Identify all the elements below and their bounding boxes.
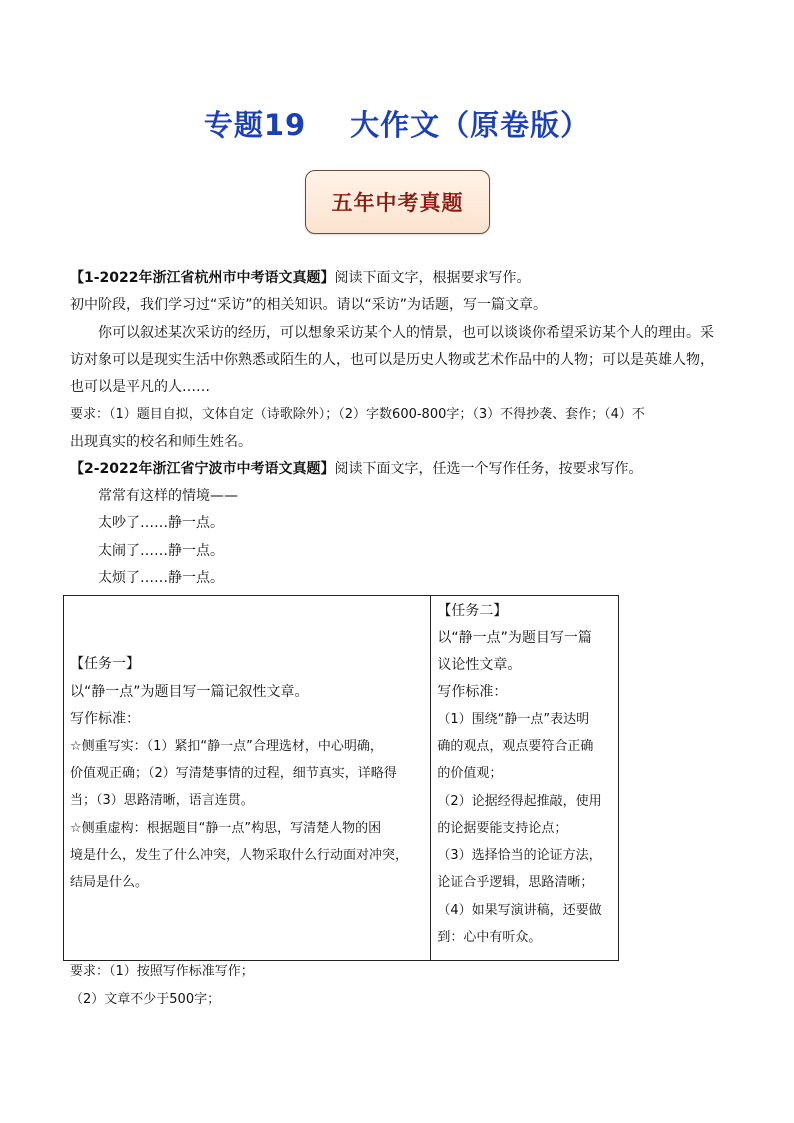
task-one-line-6: ☆侧重虚构：根据题目“静一点”构思，写清楚人物的困 [70, 821, 382, 836]
page-title [0, 103, 794, 144]
section-badge: 五年中考真题 [305, 170, 490, 234]
task-one-line-5: 当；（3）思路清晰，语言连贯。 [70, 793, 254, 808]
q1-requirements-line-1: 要求：（1）题目自拟，文体自定（诗歌除外）；（2）字数600-800字；（3）不得抄袭、套作；（4）不 [70, 407, 645, 422]
q1-paragraph-line-3: 也可以是平凡的人…… [70, 379, 210, 395]
q1-source: 【1-2022年浙江省杭州市中考语文真题】 [70, 270, 335, 286]
title-topic: 专题19 [203, 108, 307, 142]
q2-header [70, 460, 643, 478]
task-two-heading: 【任务二】 [437, 603, 508, 619]
task-one-line-8: 结局是什么。 [70, 875, 149, 890]
task-two-cell [431, 596, 619, 961]
q1-paragraph-line-1: 你可以叙述某次采访的经历，可以想象采访某个人的情景，也可以谈谈你希望采访某个人的理由。采 [98, 325, 714, 341]
task-one-line-3: ☆侧重写实：（1）紧扣“静一点”合理选材，中心明确， [70, 739, 383, 754]
title-subject: 大作文（原卷版） [350, 108, 591, 142]
task-one-cell [64, 596, 431, 961]
task-two-line-3: 写作标准： [437, 684, 508, 700]
q2-requirement-1: 要求：（1）按照写作标准写作； [70, 964, 254, 979]
task-one-line-4: 价值观正确；（2）写清楚事情的过程，细节真实，详略得 [70, 766, 397, 781]
task-two-line-1: 以“静一点”为题目写一篇 [437, 630, 592, 646]
task-two-line-6: 的价值观； [437, 766, 503, 781]
task-two-line-10: 论证合乎逻辑，思路清晰； [437, 875, 594, 890]
q2-intro: 常常有这样的情境—— [98, 488, 238, 504]
q1-requirements-line-2: 出现真实的校名和师生姓名。 [70, 434, 252, 450]
q1-paragraph-line-2: 访对象可以是现实生活中你熟悉或陌生的人，也可以是历史人物或艺术作品中的人物；可以是英雄人物， [70, 352, 714, 368]
task-two-line-8: 的论据要能支持论点； [437, 821, 568, 836]
q1-instruction: 阅读下面文字，根据要求写作。 [334, 270, 531, 286]
q2-scenario-2: 太闹了……静一点。 [98, 543, 224, 559]
task-two-line-12: 到：心中有听众。 [437, 930, 542, 945]
q1-header [70, 269, 531, 287]
q2-instruction: 阅读下面文字，任选一个写作任务，按要求写作。 [334, 461, 643, 477]
task-one-line-7: 境是什么，发生了什么冲突，人物采取什么行动面对冲突， [70, 848, 409, 863]
task-one-line-1: 以“静一点”为题目写一篇记叙性文章。 [70, 684, 309, 700]
q2-scenario-3: 太烦了……静一点。 [98, 570, 224, 586]
q2-scenario-1: 太吵了……静一点。 [98, 515, 224, 531]
q2-requirement-2: （2）文章不少于500字； [70, 992, 221, 1007]
task-two-line-5: 确的观点，观点要符合正确 [437, 739, 594, 754]
task-two-line-4: （1）围绕“静一点”表达明 [437, 712, 590, 727]
task-table [63, 595, 619, 961]
q2-source: 【2-2022年浙江省宁波市中考语文真题】 [70, 461, 335, 477]
task-two-line-9: （3）选择恰当的论证方法， [437, 848, 602, 863]
task-two-line-11: （4）如果写演讲稿，还要做 [437, 903, 602, 918]
task-one-line-2: 写作标准： [70, 711, 140, 727]
task-one-heading: 【任务一】 [70, 656, 140, 672]
task-two-line-2: 议论性文章。 [437, 657, 522, 673]
q1-intro-line: 初中阶段，我们学习过“采访”的相关知识。请以“采访”为话题，写一篇文章。 [70, 297, 548, 313]
task-two-line-7: （2）论据经得起推敲，使用 [437, 794, 602, 809]
